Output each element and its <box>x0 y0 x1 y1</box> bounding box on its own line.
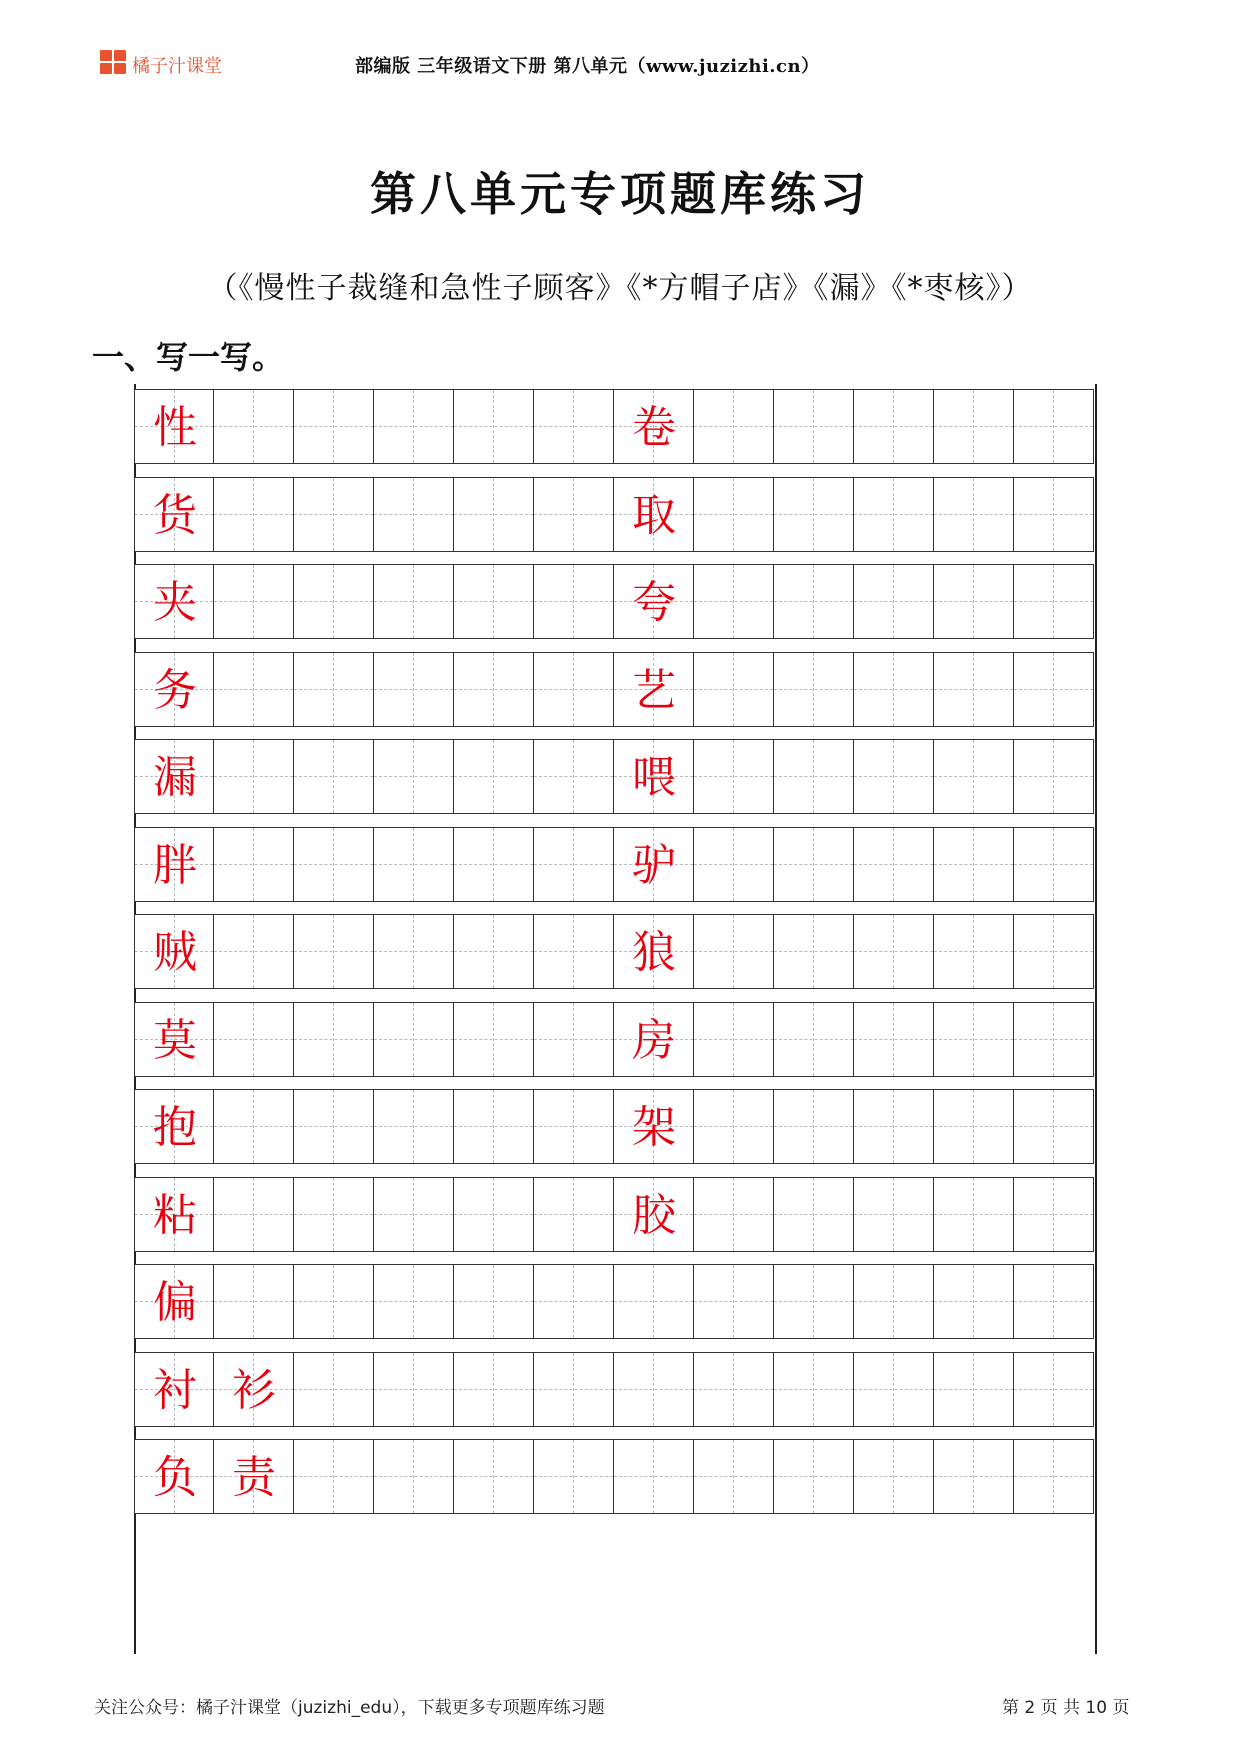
writing-cell[interactable] <box>614 652 694 727</box>
writing-cell[interactable] <box>454 1089 534 1164</box>
writing-cell[interactable] <box>854 739 934 814</box>
model-character: 夹 <box>153 577 197 628</box>
writing-cell[interactable] <box>694 1439 774 1514</box>
writing-cell[interactable] <box>774 477 854 552</box>
writing-cell[interactable] <box>774 564 854 639</box>
writing-cell[interactable] <box>934 1177 1014 1252</box>
writing-cell[interactable] <box>134 1439 214 1514</box>
practice-row <box>134 477 1097 552</box>
writing-cell[interactable] <box>854 827 934 902</box>
model-character: 贼 <box>153 927 197 978</box>
writing-cell[interactable] <box>934 564 1014 639</box>
writing-cell[interactable] <box>774 1177 854 1252</box>
logo-icon <box>100 50 128 76</box>
model-character: 卷 <box>632 402 676 453</box>
writing-cell[interactable] <box>374 652 454 727</box>
writing-cell[interactable] <box>134 389 214 464</box>
writing-cell[interactable] <box>214 564 294 639</box>
writing-cell[interactable] <box>854 1089 934 1164</box>
writing-cell[interactable] <box>854 477 934 552</box>
model-character: 架 <box>632 1102 676 1153</box>
writing-cell[interactable] <box>534 827 614 902</box>
writing-cell[interactable] <box>214 827 294 902</box>
writing-cell[interactable] <box>774 827 854 902</box>
model-character: 责 <box>232 1452 276 1503</box>
writing-cell[interactable] <box>374 1002 454 1077</box>
writing-cell[interactable] <box>294 1002 374 1077</box>
practice-row <box>134 1002 1097 1077</box>
writing-cell[interactable] <box>294 739 374 814</box>
writing-cell[interactable] <box>614 1264 694 1339</box>
writing-cell[interactable] <box>854 1264 934 1339</box>
model-character: 偏 <box>153 1277 197 1328</box>
writing-cell[interactable] <box>534 1264 614 1339</box>
writing-cell[interactable] <box>1014 1439 1094 1514</box>
writing-cell[interactable] <box>374 564 454 639</box>
footer-note: 关注公众号：橘子汁课堂（juzizhi_edu），下载更多专项题库练习题 <box>94 1698 605 1718</box>
writing-cell[interactable] <box>1014 564 1094 639</box>
writing-cell[interactable] <box>454 739 534 814</box>
writing-cell[interactable] <box>214 389 294 464</box>
page-number: 第 2 页 共 10 页 <box>1002 1698 1130 1718</box>
writing-cell[interactable] <box>694 914 774 989</box>
writing-cell[interactable] <box>374 1352 454 1427</box>
writing-cell[interactable] <box>614 1352 694 1427</box>
section-heading: 一、写一写。 <box>92 338 285 376</box>
writing-cell[interactable] <box>614 564 694 639</box>
logo <box>100 48 240 78</box>
writing-cell[interactable] <box>294 1177 374 1252</box>
writing-cell[interactable] <box>134 564 214 639</box>
writing-cell[interactable] <box>614 389 694 464</box>
writing-cell[interactable] <box>774 914 854 989</box>
writing-cell[interactable] <box>134 1352 214 1427</box>
model-character: 漏 <box>153 752 197 803</box>
writing-cell[interactable] <box>1014 1002 1094 1077</box>
writing-cell[interactable] <box>214 1352 294 1427</box>
writing-cell[interactable] <box>374 739 454 814</box>
writing-cell[interactable] <box>534 739 614 814</box>
practice-row <box>134 1352 1097 1427</box>
writing-cell[interactable] <box>294 1439 374 1514</box>
writing-cell[interactable] <box>534 389 614 464</box>
writing-cell[interactable] <box>294 564 374 639</box>
model-character: 负 <box>153 1452 197 1503</box>
writing-cell[interactable] <box>374 1177 454 1252</box>
practice-row <box>134 1439 1097 1514</box>
writing-cell[interactable] <box>1014 389 1094 464</box>
writing-cell[interactable] <box>854 914 934 989</box>
writing-cell[interactable] <box>1014 914 1094 989</box>
writing-cell[interactable] <box>454 1352 534 1427</box>
model-character: 性 <box>153 402 197 453</box>
writing-cell[interactable] <box>214 1002 294 1077</box>
practice-row <box>134 1177 1097 1252</box>
writing-cell[interactable] <box>1014 1177 1094 1252</box>
model-character: 胖 <box>153 839 197 891</box>
writing-cell[interactable] <box>294 914 374 989</box>
writing-cell[interactable] <box>534 1439 614 1514</box>
model-character: 货 <box>153 489 197 541</box>
writing-cell[interactable] <box>854 1177 934 1252</box>
writing-cell[interactable] <box>134 1089 214 1164</box>
writing-cell[interactable] <box>534 1352 614 1427</box>
writing-cell[interactable] <box>694 389 774 464</box>
practice-row <box>134 389 1097 464</box>
model-character: 胶 <box>632 1189 676 1241</box>
writing-cell[interactable] <box>134 1264 214 1339</box>
writing-cell[interactable] <box>614 739 694 814</box>
writing-cell[interactable] <box>614 1439 694 1514</box>
writing-cell[interactable] <box>294 1264 374 1339</box>
writing-cell[interactable] <box>1014 1264 1094 1339</box>
model-character: 驴 <box>632 839 676 891</box>
writing-cell[interactable] <box>534 1002 614 1077</box>
writing-cell[interactable] <box>614 1002 694 1077</box>
model-character: 房 <box>632 1014 676 1066</box>
model-character: 衫 <box>232 1364 276 1416</box>
writing-cell[interactable] <box>454 914 534 989</box>
writing-cell[interactable] <box>454 1177 534 1252</box>
writing-cell[interactable] <box>774 389 854 464</box>
writing-cell[interactable] <box>934 1352 1014 1427</box>
writing-cell[interactable] <box>614 914 694 989</box>
writing-cell[interactable] <box>694 739 774 814</box>
writing-cell[interactable] <box>694 1089 774 1164</box>
writing-cell[interactable] <box>294 389 374 464</box>
writing-cell[interactable] <box>374 914 454 989</box>
lesson-list: （《慢性子裁缝和急性子顾客》《*方帽子店》《漏》《*枣核》） <box>207 271 1033 306</box>
writing-cell[interactable] <box>934 477 1014 552</box>
practice-row <box>134 739 1097 814</box>
logo-text: 橘子汁课堂 <box>132 56 222 77</box>
writing-cell[interactable] <box>374 1264 454 1339</box>
writing-cell[interactable] <box>214 477 294 552</box>
writing-cell[interactable] <box>214 739 294 814</box>
writing-cell[interactable] <box>934 652 1014 727</box>
writing-cell[interactable] <box>534 1089 614 1164</box>
writing-cell[interactable] <box>774 1002 854 1077</box>
writing-cell[interactable] <box>134 739 214 814</box>
writing-cell[interactable] <box>694 1352 774 1427</box>
writing-cell[interactable] <box>534 564 614 639</box>
writing-cell[interactable] <box>934 827 1014 902</box>
practice-row <box>134 652 1097 727</box>
writing-cell[interactable] <box>1014 1352 1094 1427</box>
writing-cell[interactable] <box>534 1177 614 1252</box>
writing-cell[interactable] <box>694 564 774 639</box>
writing-cell[interactable] <box>774 1352 854 1427</box>
writing-cell[interactable] <box>694 477 774 552</box>
model-character: 取 <box>632 489 676 541</box>
writing-cell[interactable] <box>1014 1089 1094 1164</box>
model-character: 粘 <box>153 1189 197 1241</box>
model-character: 衬 <box>153 1364 197 1416</box>
writing-cell[interactable] <box>374 1089 454 1164</box>
writing-cell[interactable] <box>774 652 854 727</box>
writing-cell[interactable] <box>454 389 534 464</box>
writing-cell[interactable] <box>934 1439 1014 1514</box>
writing-cell[interactable] <box>454 564 534 639</box>
writing-cell[interactable] <box>774 1089 854 1164</box>
writing-cell[interactable] <box>694 1177 774 1252</box>
writing-cell[interactable] <box>1014 739 1094 814</box>
writing-cell[interactable] <box>854 1439 934 1514</box>
practice-row <box>134 564 1097 639</box>
writing-cell[interactable] <box>854 1352 934 1427</box>
practice-row <box>134 1264 1097 1339</box>
writing-cell[interactable] <box>694 1264 774 1339</box>
model-character: 夸 <box>632 577 676 628</box>
writing-cell[interactable] <box>614 477 694 552</box>
writing-cell[interactable] <box>134 827 214 902</box>
writing-cell[interactable] <box>774 1264 854 1339</box>
writing-cell[interactable] <box>134 652 214 727</box>
model-character: 莫 <box>153 1014 197 1066</box>
practice-row <box>134 914 1097 989</box>
model-character: 务 <box>153 664 197 716</box>
writing-cell[interactable] <box>134 477 214 552</box>
writing-cell[interactable] <box>214 652 294 727</box>
writing-cell[interactable] <box>214 1439 294 1514</box>
writing-cell[interactable] <box>1014 827 1094 902</box>
practice-row <box>134 827 1097 902</box>
practice-row <box>134 1089 1097 1164</box>
writing-cell[interactable] <box>214 1089 294 1164</box>
writing-cell[interactable] <box>614 827 694 902</box>
writing-cell[interactable] <box>134 1002 214 1077</box>
writing-cell[interactable] <box>854 564 934 639</box>
writing-cell[interactable] <box>854 652 934 727</box>
writing-cell[interactable] <box>934 739 1014 814</box>
writing-cell[interactable] <box>134 914 214 989</box>
model-character: 抱 <box>153 1102 197 1153</box>
writing-cell[interactable] <box>214 914 294 989</box>
model-character: 喂 <box>632 752 676 803</box>
writing-cell[interactable] <box>934 1002 1014 1077</box>
writing-cell[interactable] <box>614 1177 694 1252</box>
writing-cell[interactable] <box>694 652 774 727</box>
writing-cell[interactable] <box>294 1089 374 1164</box>
writing-cell[interactable] <box>614 1089 694 1164</box>
writing-cell[interactable] <box>374 1439 454 1514</box>
writing-cell[interactable] <box>454 1002 534 1077</box>
writing-cell[interactable] <box>1014 652 1094 727</box>
page-title: 第八单元专项题库练习 <box>370 167 870 221</box>
writing-cell[interactable] <box>934 914 1014 989</box>
writing-cell[interactable] <box>294 1352 374 1427</box>
model-character: 艺 <box>632 664 676 716</box>
header-title: 部编版 三年级语文下册 第八单元（www.juzizhi.cn） <box>355 56 820 77</box>
writing-cell[interactable] <box>694 827 774 902</box>
writing-cell[interactable] <box>134 1177 214 1252</box>
writing-cell[interactable] <box>454 1439 534 1514</box>
writing-cell[interactable] <box>454 477 534 552</box>
writing-cell[interactable] <box>854 1002 934 1077</box>
writing-cell[interactable] <box>454 827 534 902</box>
writing-cell[interactable] <box>934 1264 1014 1339</box>
writing-cell[interactable] <box>374 477 454 552</box>
writing-cell[interactable] <box>934 1089 1014 1164</box>
writing-cell[interactable] <box>694 1002 774 1077</box>
writing-cell[interactable] <box>854 389 934 464</box>
writing-cell[interactable] <box>1014 477 1094 552</box>
writing-cell[interactable] <box>534 477 614 552</box>
writing-cell[interactable] <box>294 827 374 902</box>
writing-cell[interactable] <box>454 652 534 727</box>
writing-cell[interactable] <box>534 652 614 727</box>
writing-cell[interactable] <box>214 1177 294 1252</box>
writing-cell[interactable] <box>934 389 1014 464</box>
writing-cell[interactable] <box>374 827 454 902</box>
writing-cell[interactable] <box>294 477 374 552</box>
writing-cell[interactable] <box>214 1264 294 1339</box>
writing-grid <box>134 384 1097 1654</box>
writing-cell[interactable] <box>774 739 854 814</box>
model-character: 狼 <box>632 927 676 978</box>
writing-cell[interactable] <box>774 1439 854 1514</box>
writing-cell[interactable] <box>374 389 454 464</box>
writing-cell[interactable] <box>454 1264 534 1339</box>
writing-cell[interactable] <box>294 652 374 727</box>
writing-cell[interactable] <box>534 914 614 989</box>
